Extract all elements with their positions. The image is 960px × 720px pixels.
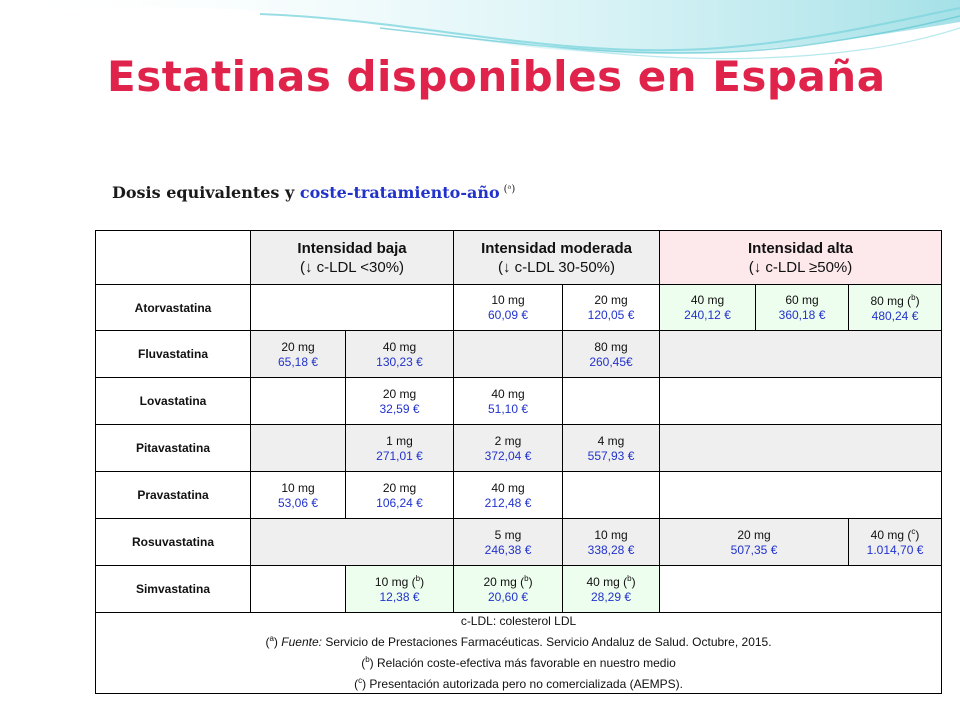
footnotes-cell: [96, 613, 942, 694]
dose-value: 10 mg: [374, 575, 409, 589]
row-label-pravastatina: Pravastatina: [96, 472, 251, 519]
row-label-lovastatina: Lovastatina: [96, 378, 251, 425]
empty-cell: [660, 378, 942, 425]
dose-cell: [849, 519, 942, 566]
footnote-a-source: Fuente:: [281, 635, 322, 649]
footnote-c-text: Presentación autorizada pero no comercializada (AEMPS).: [369, 677, 683, 691]
page-title: Estatinas disponibles en España: [107, 52, 886, 101]
dose-value: 40 mg: [586, 575, 620, 589]
footnote-abbr: c-LDL: colesterol LDL: [460, 614, 577, 628]
dose-cell: [454, 285, 563, 331]
header-low-range: (↓ c-LDL <30%): [299, 258, 405, 276]
dose-cell: [346, 425, 454, 472]
dose-text: 2 mg: [494, 433, 522, 448]
dose-cell: [563, 285, 660, 331]
header-moderate-range: (↓ c-LDL 30-50%): [498, 258, 615, 276]
row-label-rosuvastatina: Rosuvastatina: [96, 519, 251, 566]
dose-cell: [660, 519, 849, 566]
statins-table: [95, 230, 942, 694]
dose-cell: [563, 331, 660, 378]
dose-text: 60 mg: [785, 293, 819, 307]
note-ref-b: b: [911, 292, 916, 302]
empty-cell: [563, 472, 660, 519]
dose-text: 20 mg: [737, 527, 771, 542]
empty-cell: [251, 425, 346, 472]
dose-cell: [563, 566, 660, 613]
dose-cell: [346, 378, 454, 425]
dose-cell: [454, 566, 563, 613]
row-label-atorvastatina: Atorvastatina: [96, 285, 251, 331]
footnote-a: ($^a$) Fuente: Servicio de Prestaciones Farmacéuticas. Servicio Andaluz de Salud. Octubre, 2015.: [265, 634, 772, 649]
subtitle-ref-a: (ᵃ): [503, 183, 516, 195]
cost-text: 20,60 €: [487, 590, 529, 604]
dose-value: 80 mg: [870, 293, 904, 308]
dose-cell: [251, 472, 346, 519]
cost-text: 212,48 €: [484, 495, 532, 510]
cost-text: 130,23 €: [376, 354, 423, 369]
empty-cell: [660, 425, 942, 472]
dose-cell: [346, 331, 454, 378]
cost-text: 120,05 €: [587, 308, 635, 322]
dose-text: 20 mg ($^b$): [483, 574, 533, 589]
empty-cell: [660, 472, 942, 519]
empty-cell: [660, 331, 942, 378]
dose-cell: [563, 519, 660, 566]
footnote-a-text: Servicio de Prestaciones Farmacéuticas. Servicio Andaluz de Salud. Octubre, 2015.: [325, 635, 772, 649]
table-row: [96, 425, 942, 472]
dose-text: 4 mg: [597, 433, 625, 448]
table-row: [96, 472, 942, 519]
dose-text: 10 mg: [594, 527, 628, 542]
cost-text: 51,10 €: [487, 401, 529, 416]
table-row: [96, 331, 942, 378]
dose-cell: [660, 285, 756, 331]
dose-text: 5 mg: [494, 527, 522, 542]
cost-text: 260,45€: [589, 354, 633, 369]
note-ref-b: b: [415, 574, 421, 583]
dose-text: 40 mg: [690, 293, 725, 307]
header-moderate-title: Intensidad moderada: [481, 239, 632, 257]
footnote-b-label: b: [365, 655, 370, 664]
cost-text: 338,28 €: [587, 542, 635, 557]
dose-text: 10 mg: [281, 480, 315, 495]
empty-cell: [251, 378, 346, 425]
footnote-c-label: c: [358, 676, 363, 685]
header-high-range: (↓ c-LDL ≥50%): [748, 258, 853, 276]
dose-cell: [346, 566, 454, 613]
cost-text: 246,38 €: [484, 542, 532, 557]
dose-cell: [251, 331, 346, 378]
cost-text: 480,24 €: [871, 308, 919, 323]
dose-value: 40 mg: [870, 528, 905, 542]
row-label-simvastatina: Simvastatina: [96, 566, 251, 613]
empty-cell: [660, 566, 942, 613]
empty-cell: [251, 566, 346, 613]
dose-text: 80 mg: [594, 339, 628, 354]
dose-cell: [454, 425, 563, 472]
cost-text: 28,29 €: [590, 590, 632, 604]
dose-text: 20 mg: [281, 339, 315, 354]
subtitle-dosis: Dosis equivalentes y: [112, 183, 300, 202]
dose-cell: [454, 378, 563, 425]
header-intensity-low: [251, 231, 454, 285]
table-row: [96, 378, 942, 425]
footnote-a-label: a: [269, 634, 274, 643]
row-label-pitavastatina: Pitavastatina: [96, 425, 251, 472]
empty-cell: [251, 285, 454, 331]
footnote-b-text: Relación coste-efectiva más favorable en nuestro medio: [376, 656, 676, 670]
dose-text: 40 mg: [491, 386, 525, 401]
cost-text: 60,09 €: [487, 308, 529, 322]
header-row: [96, 231, 942, 285]
cost-text: 360,18 €: [778, 308, 826, 322]
empty-cell: [563, 378, 660, 425]
table-row: [96, 519, 942, 566]
dose-cell: [563, 425, 660, 472]
dose-cell: [346, 472, 454, 519]
dose-value: 20 mg: [483, 575, 517, 589]
empty-cell: [251, 519, 454, 566]
empty-cell: [454, 331, 563, 378]
note-ref-b: b: [627, 574, 632, 583]
dose-text: 10 mg: [491, 293, 525, 307]
footnote-c: ($^c$) Presentación autorizada pero no comercializada (AEMPS).: [354, 676, 683, 691]
cost-text: 53,06 €: [277, 495, 319, 510]
dose-text: 20 mg: [382, 386, 417, 401]
cost-text: 106,24 €: [376, 495, 423, 510]
table-subtitle: [112, 183, 515, 202]
dose-cell: [849, 285, 942, 331]
cost-text: 372,04 €: [484, 448, 532, 463]
dose-text: 10 mg ($^b$): [374, 574, 425, 589]
dose-text: 40 mg ($^b$): [586, 574, 636, 589]
header-intensity-high: [660, 231, 942, 285]
note-ref-c: c: [911, 527, 916, 536]
table-row: [96, 285, 942, 331]
header-high-title: Intensidad alta: [748, 239, 854, 257]
row-label-fluvastatina: Fluvastatina: [96, 331, 251, 378]
dose-cell: [756, 285, 849, 331]
header-low-title: Intensidad baja: [297, 239, 407, 257]
cost-text: 557,93 €: [587, 448, 635, 463]
footnote-b: ($^b$) Relación coste-efectiva más favorable en nuestro medio: [361, 655, 676, 670]
cost-text: 240,12 €: [684, 308, 731, 322]
dose-text: 80 mg ($^b$): [870, 292, 920, 308]
cost-text: 1.014,70 €: [866, 543, 924, 557]
table-row: [96, 566, 942, 613]
cost-text: 65,18 €: [277, 354, 319, 369]
dose-cell: [454, 472, 563, 519]
cost-text: 12,38 €: [379, 590, 420, 604]
dose-text: 20 mg: [594, 293, 628, 307]
footnotes-row: [96, 613, 942, 694]
dose-text: 1 mg: [386, 433, 413, 448]
header-empty-cell: [96, 231, 251, 285]
cost-text: 271,01 €: [376, 448, 423, 463]
dose-text: 40 mg: [491, 480, 525, 495]
dose-text: 20 mg: [382, 480, 417, 495]
cost-text: 32,59 €: [379, 401, 420, 416]
dose-text: 40 mg ($^c$): [870, 527, 920, 542]
header-intensity-moderate: [454, 231, 660, 285]
cost-text: 507,35 €: [730, 542, 778, 557]
subtitle-coste: coste-tratamiento-año: [299, 183, 500, 202]
note-ref-b: b: [524, 574, 529, 583]
dose-text: 40 mg: [382, 339, 417, 354]
dose-cell: [454, 519, 563, 566]
